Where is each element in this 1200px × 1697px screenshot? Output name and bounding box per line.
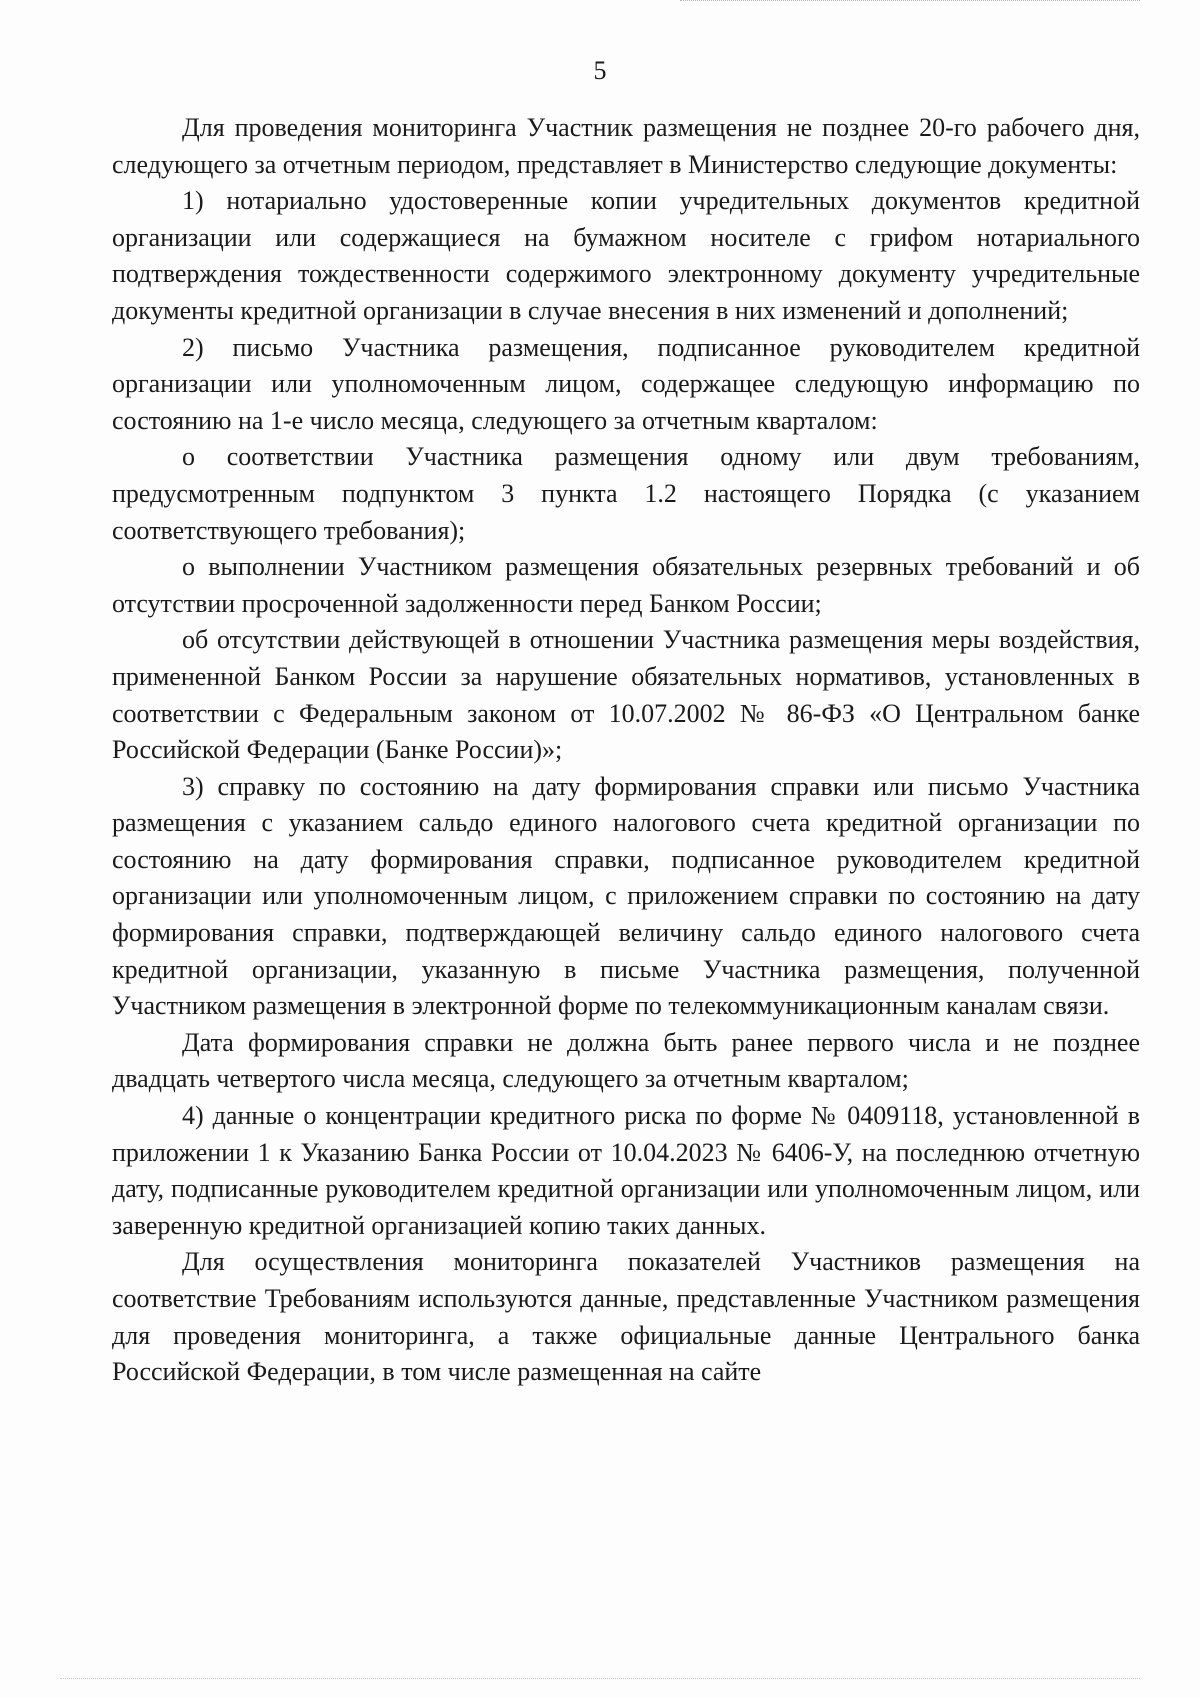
- page-number: 5: [593, 56, 607, 85]
- scan-edge-top: [680, 0, 1140, 1]
- paragraph-item-2-requirements: о соответствии Участника размещения одному или двум требованиям, предусмотренным подпунктом 3 пункта 1.2 настоящего Порядка (с указанием соответствующего требования);: [112, 442, 1140, 545]
- document-body: [112, 110, 1140, 1391]
- paragraph-item-4: 4) данные о концентрации кредитного риска по форме № 0409118, установленной в приложении 1 к Указанию Банка России от 10.04.2023 № 6406-У, на последнюю отчетную дату, подписанные руководителем кредитной организации или уполномоченным лицом, или заверенную кредитной организацией копию таких данных.: [112, 1101, 1140, 1240]
- paragraph-item-2: 2) письмо Участника размещения, подписанное руководителем кредитной организации или уполномоченным лицом, содержащее следующую информацию по состоянию на 1-е число месяца, следующего за отчетным кварталом:: [112, 332, 1140, 435]
- scan-edge-bottom: [60, 1678, 1140, 1679]
- paragraph-item-2-reserves: о выполнении Участником размещения обязательных резервных требований и об отсутствии просроченной задолженности перед Банком России;: [112, 552, 1140, 618]
- paragraph-intro: Для проведения мониторинга Участник размещения не позднее 20-го рабочего дня, следующего за отчетным периодом, представляет в Министерство следующие документы:: [112, 113, 1140, 179]
- paragraph-item-2-measures: об отсутствии действующей в отношении Участника размещения меры воздействия, примененной Банком России за нарушение обязательных нормативов, установленных в соответствии с Федеральным законом от 10.07.2002 № 86-ФЗ «О Центральном банке Российской Федерации (Банке России)»;: [112, 625, 1140, 765]
- paragraph-item-3-date: Дата формирования справки не должна быть ранее первого числа и не позднее двадцать четвертого числа месяца, следующего за отчетным кварталом;: [112, 1027, 1140, 1094]
- paragraph-item-3: 3) справку по состоянию на дату формирования справки или письмо Участника размещения с указанием сальдо единого налогового счета кредитной организации по состоянию на дату формирования справки, подписанное руководителем кредитной организации или уполномоченным лицом, с приложением справки по состоянию на дату формирования справки, подтверждающей величину сальдо единого налогового счета кредитной организации, указанную в письме Участника размещения, полученной Участником размещения в электронной форме по телекоммуникационным каналам связи.: [112, 771, 1140, 1021]
- paragraph-item-1: 1) нотариально удостоверенные копии учредительных документов кредитной организации или содержащиеся на бумажном носителе с грифом нотариального подтверждения тождественности содержимого электронному документу учредительные документы кредитной организации в случае внесения в них изменений и дополнений;: [112, 186, 1140, 325]
- paragraph-monitoring: Для осуществления мониторинга показателей Участников размещения на соответствие Требованиям используются данные, представленные Участником размещения для проведения мониторинга, а также официальные данные Центрального банка Российской Федерации, в том числе размещенная на сайте: [112, 1247, 1140, 1387]
